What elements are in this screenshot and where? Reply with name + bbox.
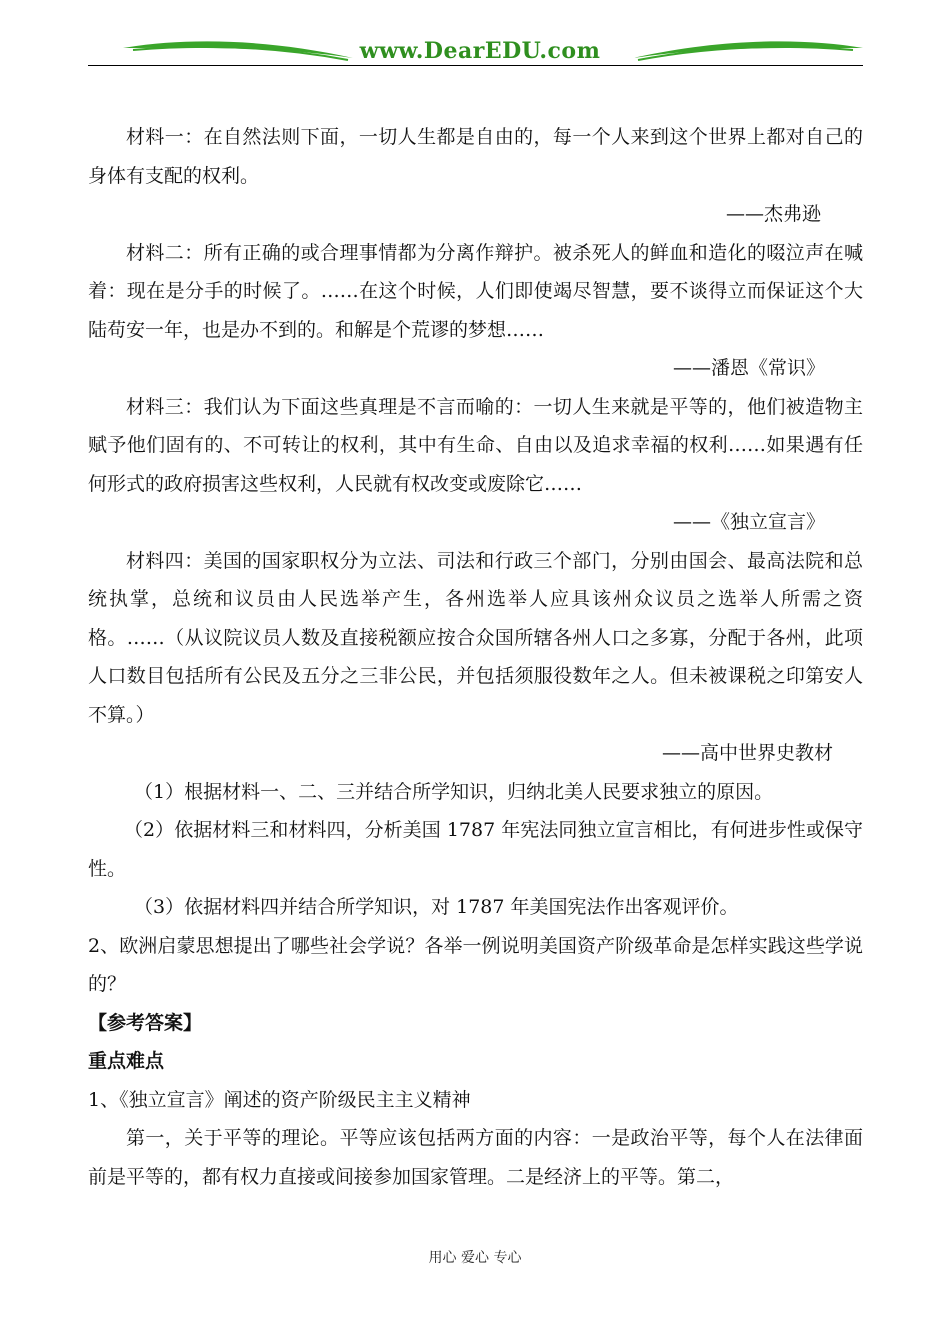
question-3: （3）依据材料四并结合所学知识，对 1787 年美国宪法作出客观评价。 [134, 896, 739, 918]
material-4-attribution: ——高中世界史教材 [661, 742, 833, 764]
page-header [88, 30, 863, 70]
material-2: 材料二：所有正确的或合理事情都为分离作辩护。被杀死人的鲜血和造化的啜泣声在喊着：现在是分手的时候了。……在这个时候，人们即使竭尽智慧，要不谈得立而保证这个大陆苟安一年，也是办不到的。和解是个荒谬的梦想…… [88, 241, 863, 341]
document-body [88, 118, 863, 1196]
equality-paragraph: 第一，关于平等的理论。平等应该包括两方面的内容：一是政治平等，每个人在法律面前是平等的，都有权力直接或间接参加国家管理。二是经济上的平等。第二， [88, 1127, 863, 1188]
item-1: 1、《独立宣言》阐述的资产阶级民主主义精神 [88, 1088, 471, 1111]
material-1: 材料一：在自然法则下面，一切人生都是自由的，每一个人来到这个世界上都对自己的身体有支配的权利。 [88, 126, 863, 187]
right-swoosh-icon [633, 36, 863, 66]
question-1: （1）根据材料一、二、三并结合所学知识，归纳北美人民要求独立的原因。 [134, 780, 774, 803]
key-points-heading: 重点难点 [88, 1050, 165, 1072]
left-swoosh-icon [123, 36, 353, 66]
material-3: 材料三：我们认为下面这些真理是不言而喻的：一切人生来就是平等的，他们被造物主赋予他们固有的、不可转让的权利，其中有生命、自由以及追求幸福的权利……如果遇有任何形式的政府损害这些权利，人民就有权改变或废除它…… [88, 395, 863, 495]
material-4: 材料四：美国的国家职权分为立法、司法和行政三个部门，分别由国会、最高法院和总统执掌，总统和议员由人民选举产生，各州选举人应具该州众议员之选举人所需之资格。……（从议院议员人数及直接税额应按合众国所辖各州人口之多寡，分配于各州，此项人口数目包括所有公民及五分之三非公民，并包括须服役数年之人。但未被课税之印第安人不算。） [88, 549, 863, 726]
item-2: 2、欧洲启蒙思想提出了哪些社会学说？各举一例说明美国资产阶级革命是怎样实践这些学说的？ [88, 934, 863, 995]
page-footer: 用心 爱心 专心 [428, 1250, 522, 1266]
brand-logo-text: www.DearEDU.com [359, 38, 601, 64]
material-3-attribution: ——《独立宣言》 [672, 511, 825, 533]
material-2-attribution: ——潘恩《常识》 [672, 357, 825, 379]
material-1-attribution: ——杰弗逊 [725, 203, 821, 225]
question-2: （2）依据材料三和材料四，分析美国 1787 年宪法同独立宣言相比，有何进步性或保守性。 [88, 819, 863, 880]
answer-heading: 【参考答案】 [88, 1011, 203, 1034]
header-rule [88, 65, 863, 66]
